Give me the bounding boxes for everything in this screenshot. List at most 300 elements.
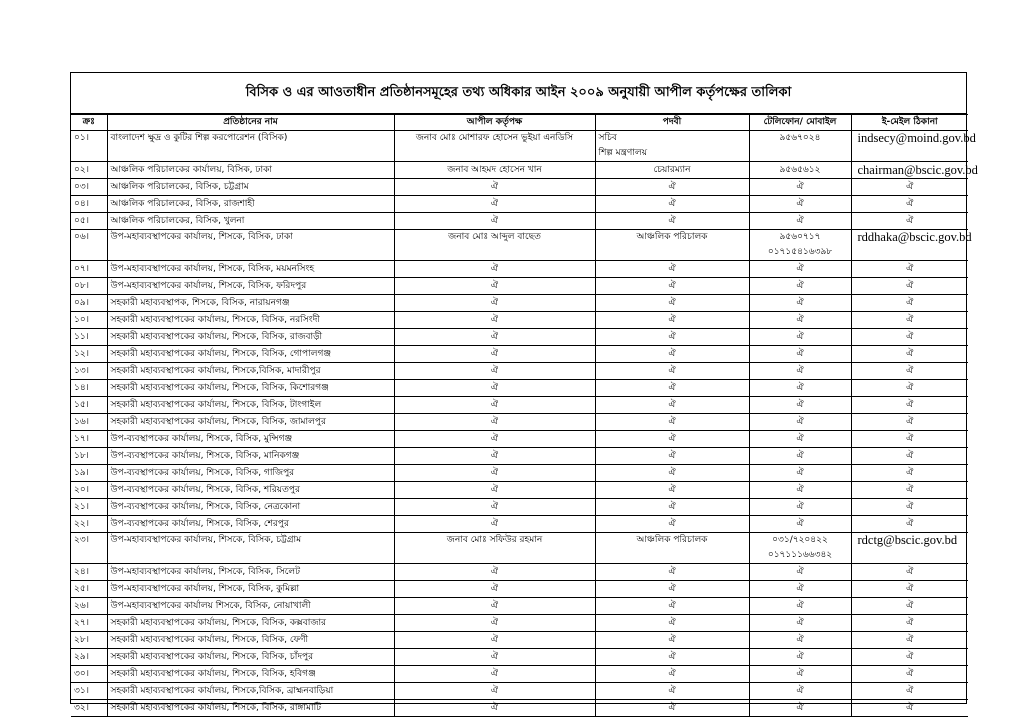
cell-designation: [595, 482, 749, 499]
cell-institution: [107, 632, 394, 649]
cell-institution: [107, 499, 394, 516]
cell-designation-text: ঐ: [668, 501, 676, 512]
cell-serial: [71, 295, 107, 312]
cell-authority-text: ঐ: [490, 331, 499, 342]
cell-email: [851, 230, 972, 261]
cell-serial-text: ১১।: [74, 331, 89, 342]
cell-serial: [71, 131, 107, 162]
cell-designation-text: ঐ: [668, 348, 676, 359]
cell-institution-text: উপ-মহাব্যবস্থাপকের কার্যালয়, শিসকে, বিসিক, ঢাকা: [110, 232, 293, 242]
cell-institution-text: উপ-ব্যবস্থাপকের কার্যালয়, শিসকে, বিসিক, নেত্রকোনা: [110, 501, 301, 512]
cell-email: [851, 162, 978, 179]
table-row: [71, 581, 968, 598]
table-row: [71, 598, 968, 615]
cell-serial: [71, 465, 107, 482]
cell-institution: [107, 683, 394, 700]
cell-designation-text: ঐ: [668, 600, 676, 611]
cell-phone: [749, 431, 851, 448]
cell-authority: [394, 632, 595, 649]
cell-authority-text: জনাব মোঃ সফিউর রহমান: [446, 535, 543, 545]
header-phone: টেলিফোন/ মোবাইল: [749, 115, 851, 131]
cell-designation-text: চেয়ারম্যান: [653, 164, 691, 175]
cell-institution-text: উপ-ব্যবস্থাপকের কার্যালয়, শিসকে, বিসিক, মানিকগঞ্জ: [110, 450, 300, 461]
cell-designation: [595, 278, 749, 295]
cell-designation: [595, 632, 749, 649]
cell-designation: [595, 564, 749, 581]
cell-serial-text: ২৯।: [74, 651, 89, 662]
header-email: ই-মেইল ঠিকানা: [851, 115, 968, 131]
cell-phone: [749, 380, 851, 397]
cell-email-text: ঐ: [906, 433, 914, 444]
cell-serial-text: ৩১।: [74, 685, 89, 696]
cell-institution-text: সহকারী মহাব্যবস্থাপকের কার্যালয়, শিসকে,বিসিক, মাদারীপুর: [110, 365, 321, 376]
cell-authority: [394, 295, 595, 312]
cell-institution-text: সহকারী মহাব্যবস্থাপক, শিসকে, বিসিক, নারায়নগঞ্জ: [110, 297, 290, 308]
cell-email-text: ঐ: [906, 634, 914, 645]
cell-serial-text: ২০।: [74, 484, 89, 495]
cell-institution: [107, 598, 394, 615]
cell-email-text: ঐ: [906, 600, 914, 611]
cell-phone: [749, 632, 851, 649]
cell-institution-text: সহকারী মহাব্যবস্থাপকের কার্যালয়, শিসকে, বিসিক, গোপালগঞ্জ: [110, 348, 332, 359]
cell-authority-text: ঐ: [490, 365, 499, 376]
cell-email-text: ঐ: [906, 280, 914, 291]
cell-authority: [394, 230, 595, 261]
table-row: [71, 414, 968, 431]
cell-email: [851, 131, 976, 162]
table-row: [71, 295, 968, 312]
cell-email: [851, 431, 968, 448]
cell-serial-text: ০৭।: [74, 263, 89, 274]
cell-serial: [71, 162, 107, 179]
cell-authority-text: ঐ: [490, 450, 499, 461]
cell-email-text: ঐ: [906, 651, 914, 662]
appeal-authority-table: [71, 114, 978, 717]
cell-institution: [107, 329, 394, 346]
cell-email-text: ঐ: [906, 198, 914, 209]
cell-email-text: ঐ: [906, 263, 914, 274]
cell-serial: [71, 278, 107, 295]
cell-serial: [71, 581, 107, 598]
cell-designation: [595, 516, 749, 533]
cell-institution: [107, 615, 394, 632]
cell-institution: [107, 162, 394, 179]
cell-phone-text: ঐ: [796, 263, 804, 274]
cell-institution: [107, 312, 394, 329]
cell-institution: [107, 380, 394, 397]
cell-institution-text: সহকারী মহাব্যবস্থাপকের কার্যালয়, শিসকে, বিসিক, কিশোরগঞ্জ: [110, 382, 329, 393]
cell-institution: [107, 564, 394, 581]
cell-phone: [749, 649, 851, 666]
cell-serial-text: ১৪।: [74, 382, 89, 393]
table-row: [71, 431, 968, 448]
cell-serial-text: ২৪।: [74, 566, 89, 577]
cell-authority: [394, 581, 595, 598]
cell-phone: [749, 363, 851, 380]
table-row: [71, 700, 968, 717]
cell-institution-text: উপ-ব্যবস্থাপকের কার্যালয়, শিসকে, বিসিক, শেরপুর: [110, 518, 289, 529]
cell-institution: [107, 131, 394, 162]
cell-phone: [749, 329, 851, 346]
cell-phone-text: ঐ: [796, 617, 804, 628]
cell-email-text: ঐ: [906, 348, 914, 359]
table-row: [71, 666, 968, 683]
cell-authority-text: জনাব আহমদ হোসেন খান: [447, 164, 542, 175]
cell-designation: [595, 448, 749, 465]
cell-email-text: ঐ: [906, 399, 914, 410]
cell-authority: [394, 683, 595, 700]
cell-serial-text: ১০।: [74, 314, 89, 325]
cell-authority: [394, 213, 595, 230]
cell-designation: [595, 380, 749, 397]
cell-designation: [595, 533, 749, 564]
cell-phone-text: ঐ: [796, 651, 804, 662]
cell-serial-text: ০৯।: [74, 297, 89, 308]
cell-phone-text: ঐ: [796, 518, 804, 529]
cell-serial: [71, 329, 107, 346]
cell-email-text: ঐ: [906, 215, 914, 226]
table-row: [71, 465, 968, 482]
cell-designation: [595, 196, 749, 213]
cell-serial: [71, 448, 107, 465]
cell-institution: [107, 363, 394, 380]
cell-email: [851, 448, 968, 465]
cell-phone-text: ঐ: [796, 198, 804, 209]
cell-serial: [71, 230, 107, 261]
cell-designation-text: ঐ: [668, 617, 676, 628]
cell-designation: [595, 683, 749, 700]
cell-institution: [107, 278, 394, 295]
cell-serial-text: ১৫।: [74, 399, 89, 410]
cell-phone-text: ঐ: [796, 365, 804, 376]
cell-email-text: ঐ: [906, 668, 914, 679]
cell-serial: [71, 380, 107, 397]
cell-serial-text: ১৩।: [74, 365, 89, 376]
cell-institution-text: উপ-মহাব্যবস্থাপকের কার্যালয়, শিসকে, বিসিক, কুমিল্লা: [110, 583, 300, 594]
cell-serial-text: ০২।: [74, 164, 89, 175]
cell-authority-text: ঐ: [490, 399, 499, 410]
cell-serial-text: ০৮।: [74, 280, 89, 291]
cell-serial-text: ০৫।: [74, 215, 89, 226]
cell-email-text: ঐ: [906, 685, 914, 696]
cell-phone-text: ঐ: [796, 450, 804, 461]
cell-email: [851, 179, 968, 196]
table-row: [71, 615, 968, 632]
cell-institution-text: সহকারী মহাব্যবস্থাপকের কার্যালয়, শিসকে,বিসিক, ব্রাহ্মনবাড়িয়া: [110, 685, 334, 696]
cell-designation: [595, 414, 749, 431]
cell-email: [851, 649, 968, 666]
table-row: [71, 346, 968, 363]
cell-serial: [71, 261, 107, 278]
cell-authority-text: জনাব মোঃ মোশারফ হোসেন ভুইয়া এনডিসি: [415, 133, 574, 143]
cell-serial-text: ০৪।: [74, 198, 89, 209]
header-serial: ক্রঃ: [71, 115, 107, 131]
cell-authority: [394, 346, 595, 363]
cell-designation: [595, 346, 749, 363]
table-row: [71, 278, 968, 295]
cell-email: [851, 261, 968, 278]
cell-email: [851, 213, 968, 230]
cell-institution-text: আঞ্চলিক পরিচালকের, বিসিক, রাজশাহী: [110, 198, 255, 209]
cell-institution: [107, 448, 394, 465]
cell-institution-text: উপ-মহাব্যবস্থাপকের কার্যালয়, শিসকে, বিসিক, চট্টগ্রাম: [110, 535, 302, 545]
cell-institution-text: উপ-ব্যবস্থাপকের কার্যালয়, শিসকে, বিসিক, গাজিপুর: [110, 467, 295, 478]
cell-serial: [71, 397, 107, 414]
cell-email: [851, 363, 968, 380]
cell-institution-text: সহকারী মহাব্যবস্থাপকের কার্যালয়, শিসকে, বিসিক, টাংগাইল: [110, 399, 322, 410]
table-row: [71, 632, 968, 649]
cell-serial-text: ৩০।: [74, 668, 89, 679]
cell-designation: [595, 700, 749, 717]
cell-email: [851, 482, 968, 499]
cell-authority: [394, 278, 595, 295]
cell-institution: [107, 482, 394, 499]
table-row: [71, 448, 968, 465]
cell-phone: [749, 179, 851, 196]
cell-email: [851, 278, 968, 295]
cell-email-text: ঐ: [906, 365, 914, 376]
cell-authority-text: ঐ: [490, 198, 499, 209]
cell-authority-text: ঐ: [490, 297, 499, 308]
cell-institution-text: উপ-মহাব্যবস্থাপকের কার্যালয়, শিসকে, বিসিক, সিলেট: [110, 566, 301, 577]
cell-serial-text: ১৮।: [74, 450, 89, 461]
cell-institution: [107, 295, 394, 312]
cell-phone: [749, 131, 851, 162]
cell-email: [851, 380, 968, 397]
table-row: [71, 312, 968, 329]
cell-designation-text: ঐ: [668, 668, 676, 679]
cell-phone: [749, 598, 851, 615]
cell-phone-text: ঐ: [796, 215, 804, 226]
cell-email-text: ঐ: [906, 314, 914, 325]
table-row: [71, 213, 968, 230]
cell-institution-text: আঞ্চলিক পরিচালকের কার্যালয়, বিসিক, ঢাকা: [110, 164, 272, 175]
cell-institution-text: সহকারী মহাব্যবস্থাপকের কার্যালয়, শিসকে, বিসিক, হবিগঞ্জ: [110, 668, 316, 679]
table-row: [71, 261, 968, 278]
cell-phone-text: ০৩১/৭২০৪২২: [772, 535, 828, 545]
cell-email-text: ঐ: [906, 416, 914, 427]
cell-designation-text: ঐ: [668, 566, 676, 577]
cell-phone: [749, 683, 851, 700]
cell-designation-text: ঐ: [668, 450, 676, 461]
cell-serial-text: ১২।: [74, 348, 89, 359]
cell-phone-text: ঐ: [796, 280, 804, 291]
cell-designation-text: ঐ: [668, 297, 676, 308]
cell-designation-text: ঐ: [668, 382, 676, 393]
cell-serial-text: ২৩।: [74, 535, 89, 545]
cell-authority-text: ঐ: [490, 484, 499, 495]
cell-institution: [107, 649, 394, 666]
cell-authority-text: ঐ: [490, 668, 499, 679]
cell-designation: [595, 397, 749, 414]
cell-phone: [749, 448, 851, 465]
cell-institution: [107, 666, 394, 683]
cell-serial: [71, 312, 107, 329]
cell-designation-text: আঞ্চলিক পরিচালক: [636, 535, 708, 545]
cell-phone-text: ঐ: [796, 399, 804, 410]
cell-phone: [749, 196, 851, 213]
cell-authority: [394, 397, 595, 414]
cell-institution: [107, 431, 394, 448]
cell-phone-text: ঐ: [796, 467, 804, 478]
cell-designation-text: ঐ: [668, 685, 676, 696]
cell-institution: [107, 414, 394, 431]
cell-authority: [394, 499, 595, 516]
document-title: বিসিক ও এর আওতাধীন প্রতিষ্ঠানসমূহের তথ্য অধিকার আইন ২০০৯ অনুযায়ী আপীল কর্তৃপক্ষের তালিকা: [71, 73, 966, 114]
cell-authority: [394, 162, 595, 179]
cell-authority-text: ঐ: [490, 566, 499, 577]
cell-institution: [107, 516, 394, 533]
cell-serial: [71, 499, 107, 516]
cell-authority: [394, 363, 595, 380]
cell-email: [851, 615, 968, 632]
cell-phone: [749, 397, 851, 414]
cell-institution-text: উপ-ব্যবস্থাপকের কার্যালয়, শিসকে, বিসিক, মুন্সিগঞ্জ: [110, 433, 293, 444]
cell-designation: [595, 312, 749, 329]
cell-email-text: ঐ: [906, 501, 914, 512]
cell-serial: [71, 683, 107, 700]
cell-institution: [107, 397, 394, 414]
cell-phone-text: ঐ: [796, 331, 804, 342]
cell-email-text: ঐ: [906, 484, 914, 495]
cell-email: [851, 397, 968, 414]
cell-serial-text: ২১।: [74, 501, 89, 512]
cell-designation-text: ঐ: [668, 314, 676, 325]
cell-designation: [595, 230, 749, 261]
cell-designation: [595, 213, 749, 230]
cell-email-text: ঐ: [906, 518, 914, 529]
cell-designation: [595, 363, 749, 380]
table-row: [71, 179, 968, 196]
cell-email: [851, 533, 968, 564]
cell-authority-text: ঐ: [490, 433, 499, 444]
cell-email: [851, 564, 968, 581]
cell-designation: [595, 295, 749, 312]
cell-phone: [749, 615, 851, 632]
cell-email-text: ঐ: [906, 583, 914, 594]
cell-designation-text-2: শিল্প মন্ত্রণালয়: [598, 148, 647, 158]
cell-email: [851, 465, 968, 482]
cell-phone: [749, 295, 851, 312]
cell-phone: [749, 162, 851, 179]
cell-institution: [107, 179, 394, 196]
cell-email-text: ঐ: [906, 297, 914, 308]
cell-authority: [394, 380, 595, 397]
cell-designation-text: ঐ: [668, 583, 676, 594]
cell-phone-text: ঐ: [796, 702, 804, 713]
cell-phone: [749, 230, 851, 261]
cell-institution: [107, 261, 394, 278]
cell-designation: [595, 162, 749, 179]
table-row: [71, 564, 968, 581]
cell-designation: [595, 329, 749, 346]
cell-authority-text: ঐ: [490, 634, 499, 645]
cell-email: [851, 666, 968, 683]
cell-authority: [394, 598, 595, 615]
cell-email: [851, 598, 968, 615]
cell-email: [851, 700, 968, 717]
cell-authority: [394, 131, 595, 162]
cell-designation: [595, 666, 749, 683]
cell-serial: [71, 482, 107, 499]
cell-designation: [595, 615, 749, 632]
cell-institution: [107, 346, 394, 363]
cell-email: [851, 499, 968, 516]
cell-designation-text: ঐ: [668, 280, 676, 291]
cell-designation: [595, 131, 749, 162]
appeal-authority-table-sheet: [70, 72, 978, 713]
cell-email-text: rdctg@bscic.gov.bd: [857, 533, 958, 547]
cell-phone: [749, 581, 851, 598]
cell-designation: [595, 581, 749, 598]
cell-serial-text: ২৭।: [74, 617, 89, 628]
cell-serial: [71, 346, 107, 363]
cell-phone: [749, 414, 851, 431]
cell-email: [851, 414, 968, 431]
cell-institution-text: সহকারী মহাব্যবস্থাপকের কার্যালয়, শিসকে, বিসিক, নরসিংদী: [110, 314, 320, 325]
cell-phone-text: ঐ: [796, 634, 804, 645]
cell-authority-text: ঐ: [490, 600, 499, 611]
cell-authority-text: ঐ: [490, 348, 499, 359]
cell-designation-text: ঐ: [668, 702, 676, 713]
cell-authority: [394, 666, 595, 683]
cell-institution: [107, 213, 394, 230]
cell-phone: [749, 482, 851, 499]
cell-authority: [394, 196, 595, 213]
cell-phone-text: ঐ: [796, 685, 804, 696]
cell-phone-text: ঐ: [796, 181, 804, 192]
table-row: [71, 516, 968, 533]
table-row: [71, 499, 968, 516]
cell-email-text: ঐ: [906, 382, 914, 393]
table-row: [71, 131, 968, 162]
cell-phone: [749, 533, 851, 564]
cell-phone: [749, 564, 851, 581]
cell-authority-text: ঐ: [490, 501, 499, 512]
cell-serial: [71, 598, 107, 615]
cell-phone-text: ঐ: [796, 297, 804, 308]
cell-phone: [749, 666, 851, 683]
cell-email: [851, 295, 968, 312]
table-row: [71, 533, 968, 564]
cell-authority-text: ঐ: [490, 583, 499, 594]
cell-email: [851, 346, 968, 363]
cell-authority-text: ঐ: [490, 263, 499, 274]
cell-phone-text-2: ০১৭১১১৬৬৩৪২: [767, 550, 833, 560]
cell-institution-text: সহকারী মহাব্যবস্থাপকের কার্যালয়, শিসকে, বিসিক, রাঙ্গামাটি: [110, 702, 322, 713]
cell-authority: [394, 482, 595, 499]
cell-authority-text: ঐ: [490, 685, 499, 696]
table-row: [71, 482, 968, 499]
header-institution: প্রতিষ্ঠানের নাম: [107, 115, 394, 131]
cell-phone-text-2: ০১৭১৫৪১৬৩৯৮: [767, 247, 833, 257]
cell-designation: [595, 431, 749, 448]
cell-serial: [71, 615, 107, 632]
cell-designation-text: ঐ: [668, 467, 676, 478]
cell-authority-text: ঐ: [490, 382, 499, 393]
header-row: [71, 115, 968, 131]
cell-email: [851, 632, 968, 649]
cell-designation: [595, 179, 749, 196]
cell-serial: [71, 414, 107, 431]
cell-email: [851, 683, 968, 700]
cell-authority-text: ঐ: [490, 617, 499, 628]
cell-serial: [71, 196, 107, 213]
cell-designation: [595, 465, 749, 482]
cell-email-text: indsecy@moind.gov.bd: [857, 131, 976, 145]
cell-institution-text: আঞ্চলিক পরিচালকের, বিসিক, চট্টগ্রাম: [110, 181, 249, 192]
cell-phone-text: ৯৫৬৫৬১২: [779, 164, 821, 175]
